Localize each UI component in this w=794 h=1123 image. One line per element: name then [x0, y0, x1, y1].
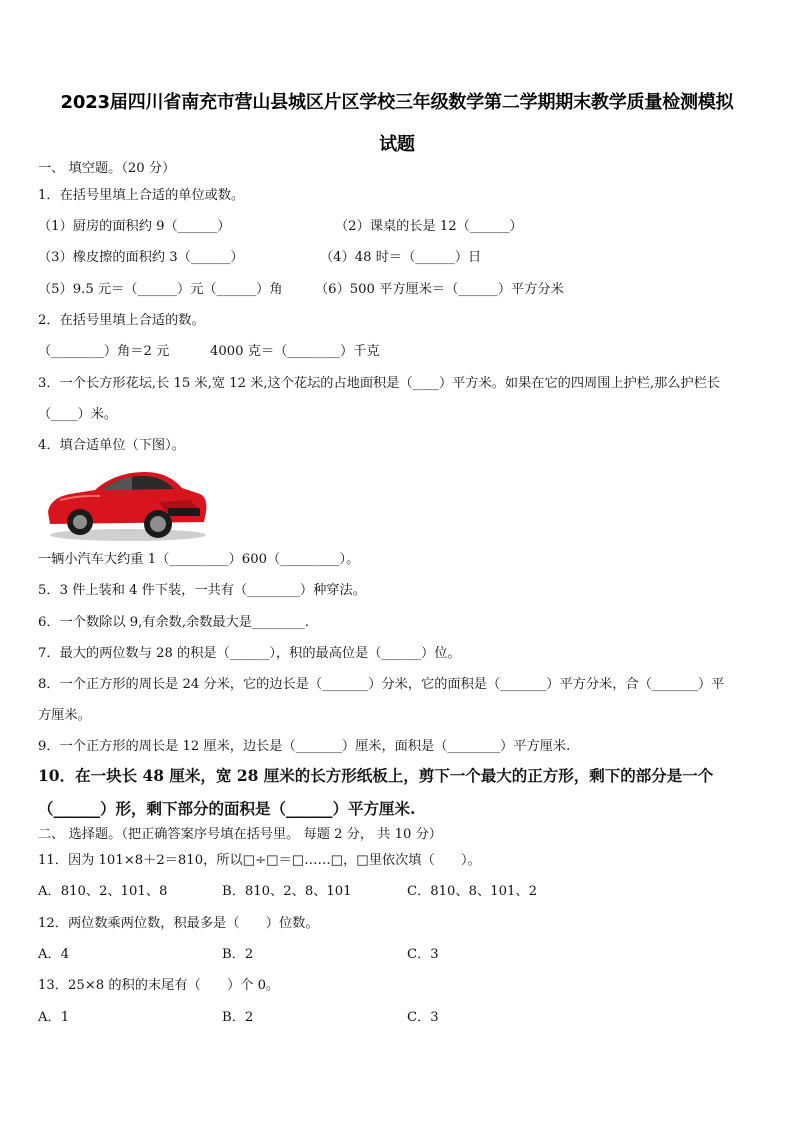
- question-12-option-b: B．2: [222, 947, 254, 962]
- question-4: 4．填合适单位（下图）。: [38, 438, 185, 453]
- question-11: 11．因为 101×8＋2＝810，所以□÷□＝□……□，□里依次填（ ）。: [38, 853, 481, 868]
- question-4-answer: 一辆小汽车大约重 1（_________）600（_________）。: [38, 552, 360, 567]
- question-5: 5．3 件上装和 4 件下装，一共有（________）种穿法。: [38, 583, 366, 598]
- question-1-item-2: （2）课桌的长是 12（______）: [335, 219, 523, 234]
- question-3-line1: 3．一个长方形花坛,长 15 米,宽 12 米,这个花坛的占地面积是（____）平方米。如果在它的四周围上护栏,那么护栏长: [38, 376, 721, 391]
- question-8-line1: 8．一个正方形的周长是 24 分米，它的边长是（_______）分米，它的面积是（_______）平方分米，合（_______）平: [38, 677, 725, 692]
- question-13-option-c: C．3: [407, 1010, 439, 1025]
- question-6: 6．一个数除以 9,有余数,余数最大是________.: [38, 615, 309, 630]
- question-1-item-4: （4）48 时＝（______）日: [320, 250, 482, 265]
- question-2-item-1: （________）角＝2 元: [38, 344, 170, 359]
- question-1-item-1: （1）厨房的面积约 9（______）: [38, 219, 231, 234]
- question-1: 1．在括号里填上合适的单位或数。: [38, 188, 245, 203]
- question-1-item-6: （6）500 平方厘米＝（______）平方分米: [315, 282, 564, 297]
- section-2-heading: 二、 选择题。（把正确答案序号填在括号里。 每题 2 分， 共 10 分）: [38, 827, 442, 842]
- question-1-item-3: （3）橡皮擦的面积约 3（______）: [38, 250, 244, 265]
- question-12-option-c: C．3: [407, 947, 439, 962]
- question-1-item-5: （5）9.5 元＝（______）元（______）角: [38, 282, 283, 297]
- question-7: 7．最大的两位数与 28 的积是（______），积的最高位是（______）位。: [38, 646, 461, 661]
- question-12-option-a: A．4: [38, 947, 70, 962]
- question-2-item-2: 4000 克＝（________）千克: [210, 344, 380, 359]
- question-10-line2: （______）形，剩下部分的面积是（______）平方厘米.: [38, 799, 416, 818]
- red-car-image: [40, 462, 210, 542]
- question-13-option-a: A．1: [38, 1010, 70, 1025]
- question-12: 12．两位数乘两位数，积最多是（ ）位数。: [38, 916, 319, 931]
- question-11-option-c: C．810、8、101、2: [407, 884, 537, 899]
- question-11-option-b: B．810、2、8、101: [222, 884, 352, 899]
- section-1-heading: 一、 填空题。（20 分）: [38, 161, 176, 176]
- question-10-line1: 10．在一块长 48 厘米，宽 28 厘米的长方形纸板上，剪下一个最大的正方形，剩下的部分是一个: [38, 766, 714, 785]
- question-13: 13．25×8 的积的末尾有（ ）个 0。: [38, 978, 280, 993]
- question-3-line2: （____）米。: [38, 407, 118, 422]
- question-11-option-a: A．810、2、101、8: [38, 884, 168, 899]
- question-13-option-b: B．2: [222, 1010, 254, 1025]
- question-8-line2: 方厘米。: [38, 708, 91, 723]
- question-2: 2．在括号里填上合适的数。: [38, 313, 205, 328]
- question-9: 9．一个正方形的周长是 12 厘米，边长是（_______）厘米，面积是（________）平方厘米.: [38, 739, 571, 754]
- page-title-line1: 2023届四川省南充市营山县城区片区学校三年级数学第二学期期末教学质量检测模拟: [60, 92, 734, 113]
- page-title-line2: 试题: [379, 134, 415, 155]
